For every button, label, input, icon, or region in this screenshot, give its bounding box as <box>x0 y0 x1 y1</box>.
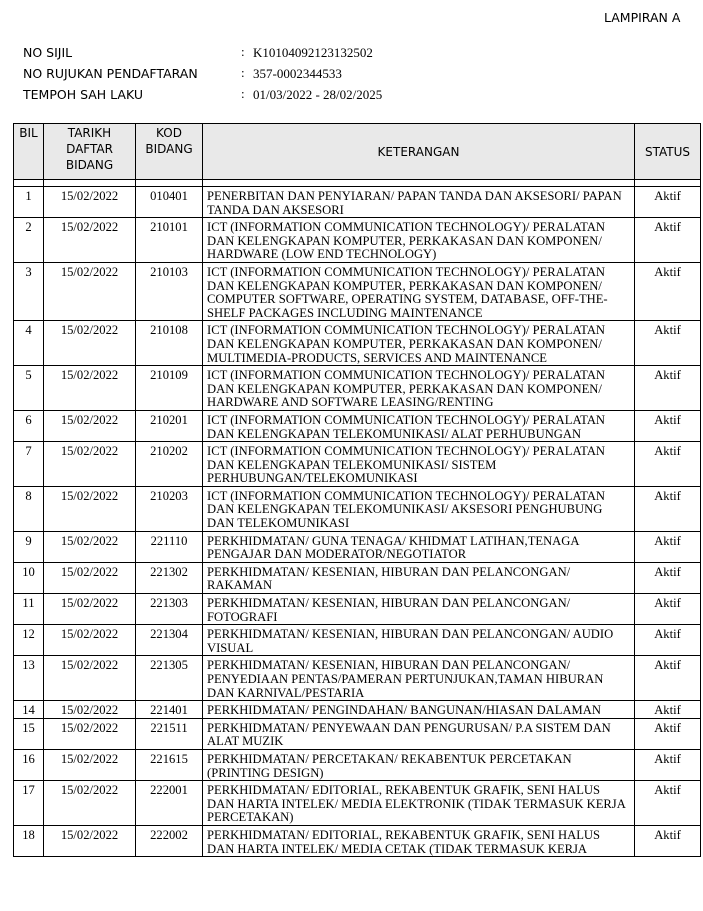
row-tarikh: 15/02/2022 <box>44 366 136 411</box>
row-kod: 210103 <box>136 262 203 320</box>
field-registration-table <box>13 123 701 857</box>
row-keterangan: PERKHIDMATAN/ KESENIAN, HIBURAN DAN PELANCONGAN/ RAKAMAN <box>203 562 635 593</box>
table-row <box>14 562 701 593</box>
table-row <box>14 656 701 701</box>
row-status: Aktif <box>635 366 701 411</box>
table-row <box>14 262 701 320</box>
reg-ref-label: NO RUJUKAN PENDAFTARAN <box>23 66 198 81</box>
row-kod: 221305 <box>136 656 203 701</box>
row-keterangan: PERKHIDMATAN/ KESENIAN, HIBURAN DAN PELANCONGAN/ PENYEDIAAN PENTAS/PAMERAN PERTUNJUKAN,TAMAN HIBURAN DAN KARNIVAL/PESTARIA <box>203 656 635 701</box>
row-keterangan: ICT (INFORMATION COMMUNICATION TECHNOLOGY)/ PERALATAN DAN KELENGKAPAN TELEKOMUNIKASI/ SISTEM PERHUBUNGAN/TELEKOMUNIKASI <box>203 442 635 487</box>
row-status: Aktif <box>635 262 701 320</box>
colon: : <box>241 86 245 101</box>
header-tarikh-line: TARIKH <box>67 126 112 140</box>
row-tarikh: 15/02/2022 <box>44 594 136 625</box>
row-kod: 210101 <box>136 218 203 263</box>
row-status: Aktif <box>635 321 701 366</box>
row-kod: 221511 <box>136 718 203 749</box>
row-tarikh: 15/02/2022 <box>44 187 136 218</box>
table-row <box>14 781 701 826</box>
header-keterangan: KETERANGAN <box>203 124 635 180</box>
row-kod: 221303 <box>136 594 203 625</box>
table-row <box>14 594 701 625</box>
row-kod: 210203 <box>136 486 203 531</box>
table-row <box>14 749 701 780</box>
cert-no-label: NO SIJIL <box>23 45 73 60</box>
row-tarikh: 15/02/2022 <box>44 825 136 856</box>
row-status: Aktif <box>635 656 701 701</box>
row-bil: 16 <box>14 749 44 780</box>
row-keterangan: PERKHIDMATAN/ PENGINDAHAN/ BANGUNAN/HIASAN DALAMAN <box>203 701 635 719</box>
row-tarikh: 15/02/2022 <box>44 625 136 656</box>
table-row <box>14 825 701 856</box>
header-tarikh-line: DAFTAR <box>66 142 113 156</box>
row-status: Aktif <box>635 781 701 826</box>
table-row <box>14 366 701 411</box>
row-status: Aktif <box>635 562 701 593</box>
row-bil: 7 <box>14 442 44 487</box>
row-bil: 2 <box>14 218 44 263</box>
row-keterangan: PERKHIDMATAN/ EDITORIAL, REKABENTUK GRAFIK, SENI HALUS DAN HARTA INTELEK/ MEDIA CETAK (TIDAK TERMASUK KERJA <box>203 825 635 856</box>
row-status: Aktif <box>635 749 701 780</box>
row-status: Aktif <box>635 218 701 263</box>
row-kod: 210108 <box>136 321 203 366</box>
appendix-label: LAMPIRAN A <box>604 10 681 25</box>
header-kod-line: KOD <box>156 126 182 140</box>
row-kod: 222001 <box>136 781 203 826</box>
row-keterangan: PERKHIDMATAN/ KESENIAN, HIBURAN DAN PELANCONGAN/ AUDIO VISUAL <box>203 625 635 656</box>
header-status: STATUS <box>635 124 701 180</box>
row-status: Aktif <box>635 825 701 856</box>
row-tarikh: 15/02/2022 <box>44 749 136 780</box>
row-status: Aktif <box>635 442 701 487</box>
row-bil: 17 <box>14 781 44 826</box>
row-tarikh: 15/02/2022 <box>44 701 136 719</box>
row-keterangan: PERKHIDMATAN/ GUNA TENAGA/ KHIDMAT LATIHAN,TENAGA PENGAJAR DAN MODERATOR/NEGOTIATOR <box>203 531 635 562</box>
row-status: Aktif <box>635 594 701 625</box>
row-keterangan: PERKHIDMATAN/ EDITORIAL, REKABENTUK GRAFIK, SENI HALUS DAN HARTA INTELEK/ MEDIA ELEKTRONIK (TIDAK TERMASUK KERJA PERCETAKAN) <box>203 781 635 826</box>
header-tarikh <box>44 124 136 180</box>
row-bil: 6 <box>14 410 44 441</box>
row-keterangan: ICT (INFORMATION COMMUNICATION TECHNOLOGY)/ PERALATAN DAN KELENGKAPAN KOMPUTER, PERKAKASAN DAN KOMPONEN/ COMPUTER SOFTWARE, OPERATING SYSTEM, DATABASE, OFF-THE-SHELF PACKAGES INCLUDING MAINTENANCE <box>203 262 635 320</box>
row-bil: 11 <box>14 594 44 625</box>
header-bil: BIL <box>14 124 44 180</box>
row-tarikh: 15/02/2022 <box>44 656 136 701</box>
row-tarikh: 15/02/2022 <box>44 321 136 366</box>
row-bil: 13 <box>14 656 44 701</box>
row-kod: 010401 <box>136 187 203 218</box>
row-tarikh: 15/02/2022 <box>44 262 136 320</box>
row-keterangan: ICT (INFORMATION COMMUNICATION TECHNOLOGY)/ PERALATAN DAN KELENGKAPAN KOMPUTER, PERKAKASAN DAN KOMPONEN/ HARDWARE (LOW END TECHNOLOGY) <box>203 218 635 263</box>
row-kod: 221304 <box>136 625 203 656</box>
row-keterangan: PERKHIDMATAN/ PENYEWAAN DAN PENGURUSAN/ P.A SISTEM DAN ALAT MUZIK <box>203 718 635 749</box>
table-row <box>14 218 701 263</box>
table-row <box>14 718 701 749</box>
validity-label: TEMPOH SAH LAKU <box>23 87 143 102</box>
header-kod <box>136 124 203 180</box>
row-bil: 10 <box>14 562 44 593</box>
table-row <box>14 486 701 531</box>
row-kod: 221401 <box>136 701 203 719</box>
row-kod: 221110 <box>136 531 203 562</box>
row-status: Aktif <box>635 531 701 562</box>
reg-ref-value: 357-0002344533 <box>253 66 342 81</box>
row-tarikh: 15/02/2022 <box>44 531 136 562</box>
row-kod: 222002 <box>136 825 203 856</box>
cert-no-value: K10104092123132502 <box>253 45 373 60</box>
row-bil: 3 <box>14 262 44 320</box>
row-bil: 8 <box>14 486 44 531</box>
row-tarikh: 15/02/2022 <box>44 218 136 263</box>
row-status: Aktif <box>635 625 701 656</box>
row-bil: 5 <box>14 366 44 411</box>
row-status: Aktif <box>635 410 701 441</box>
row-kod: 221615 <box>136 749 203 780</box>
row-bil: 1 <box>14 187 44 218</box>
header-tarikh-line: BIDANG <box>65 158 114 172</box>
row-bil: 18 <box>14 825 44 856</box>
row-keterangan: PERKHIDMATAN/ PERCETAKAN/ REKABENTUK PERCETAKAN (PRINTING DESIGN) <box>203 749 635 780</box>
row-tarikh: 15/02/2022 <box>44 486 136 531</box>
row-bil: 15 <box>14 718 44 749</box>
table-row <box>14 701 701 719</box>
row-status: Aktif <box>635 718 701 749</box>
row-status: Aktif <box>635 187 701 218</box>
table-row <box>14 187 701 218</box>
row-tarikh: 15/02/2022 <box>44 781 136 826</box>
row-kod: 221302 <box>136 562 203 593</box>
table-row <box>14 321 701 366</box>
colon: : <box>241 44 245 59</box>
row-keterangan: PENERBITAN DAN PENYIARAN/ PAPAN TANDA DAN AKSESORI/ PAPAN TANDA DAN AKSESORI <box>203 187 635 218</box>
row-kod: 210202 <box>136 442 203 487</box>
table-row <box>14 442 701 487</box>
row-kod: 210109 <box>136 366 203 411</box>
row-keterangan: ICT (INFORMATION COMMUNICATION TECHNOLOGY)/ PERALATAN DAN KELENGKAPAN TELEKOMUNIKASI/ ALAT PERHUBUNGAN <box>203 410 635 441</box>
table-row <box>14 410 701 441</box>
row-bil: 9 <box>14 531 44 562</box>
row-bil: 12 <box>14 625 44 656</box>
row-tarikh: 15/02/2022 <box>44 410 136 441</box>
row-status: Aktif <box>635 486 701 531</box>
row-bil: 4 <box>14 321 44 366</box>
row-status: Aktif <box>635 701 701 719</box>
table-row <box>14 531 701 562</box>
header-kod-line: BIDANG <box>145 142 193 156</box>
row-keterangan: ICT (INFORMATION COMMUNICATION TECHNOLOGY)/ PERALATAN DAN KELENGKAPAN TELEKOMUNIKASI/ AKSESORI PENGHUBUNG DAN TELEKOMUNIKASI <box>203 486 635 531</box>
colon: : <box>241 65 245 80</box>
validity-value: 01/03/2022 - 28/02/2025 <box>253 87 383 102</box>
table-header-row <box>14 124 701 180</box>
row-keterangan: PERKHIDMATAN/ KESENIAN, HIBURAN DAN PELANCONGAN/ FOTOGRAFI <box>203 594 635 625</box>
row-tarikh: 15/02/2022 <box>44 562 136 593</box>
table-row <box>14 625 701 656</box>
header-spacer-row <box>14 180 701 187</box>
row-bil: 14 <box>14 701 44 719</box>
row-kod: 210201 <box>136 410 203 441</box>
row-tarikh: 15/02/2022 <box>44 718 136 749</box>
row-tarikh: 15/02/2022 <box>44 442 136 487</box>
row-keterangan: ICT (INFORMATION COMMUNICATION TECHNOLOGY)/ PERALATAN DAN KELENGKAPAN KOMPUTER, PERKAKASAN DAN KOMPONEN/ HARDWARE AND SOFTWARE LEASING/RENTING <box>203 366 635 411</box>
row-keterangan: ICT (INFORMATION COMMUNICATION TECHNOLOGY)/ PERALATAN DAN KELENGKAPAN KOMPUTER, PERKAKASAN DAN KOMPONEN/ MULTIMEDIA-PRODUCTS, SERVICES AND MAINTENANCE <box>203 321 635 366</box>
